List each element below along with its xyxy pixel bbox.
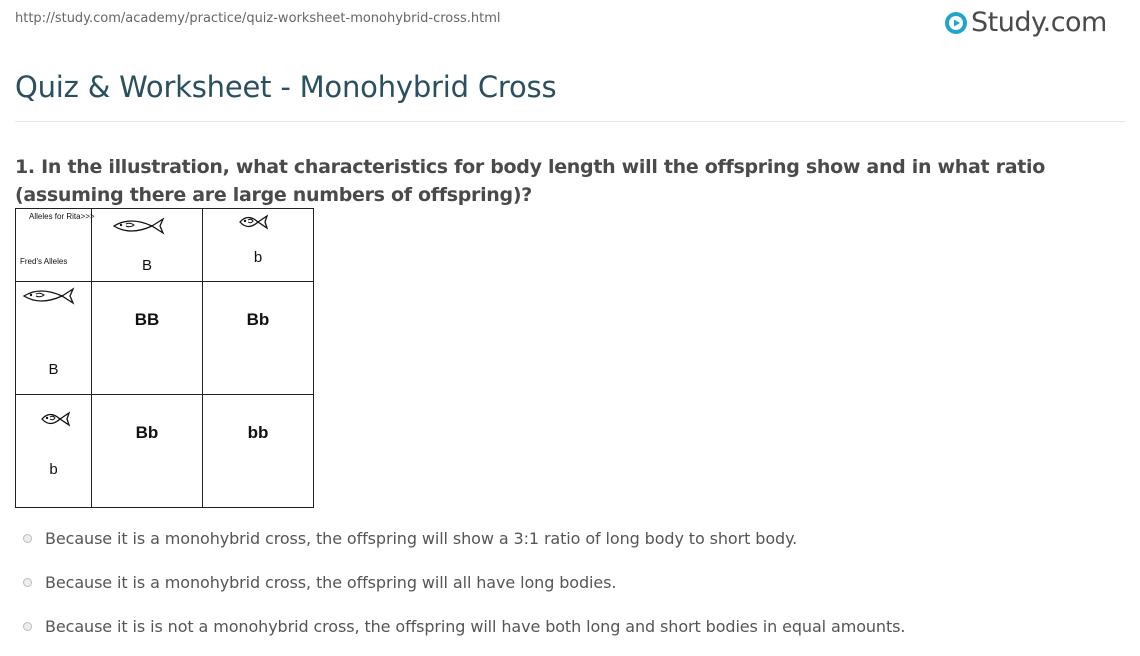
column-header-1 — [92, 209, 203, 282]
punnett-cell — [203, 395, 314, 508]
answer-option-2[interactable] — [15, 568, 905, 596]
answer-option-label: Because it is a monohybrid cross, the offspring will all have long bodies. — [45, 572, 617, 592]
answer-options — [15, 524, 905, 656]
radio-button[interactable] — [23, 534, 32, 543]
genotype-label: bb — [247, 423, 269, 442]
short-fish-icon — [40, 409, 72, 429]
genotype-label: Bb — [246, 310, 270, 329]
row-header-1 — [16, 282, 92, 395]
punnett-row-2 — [16, 395, 314, 508]
long-fish-icon — [22, 285, 76, 307]
long-fish-icon — [112, 215, 166, 237]
fred-alleles-label: Fred's Alleles — [20, 257, 68, 266]
punnett-cell — [203, 282, 314, 395]
punnett-cell — [92, 282, 203, 395]
answer-option-3[interactable] — [15, 612, 905, 640]
column-allele-1: B — [141, 257, 152, 274]
punnett-header-row — [16, 209, 314, 282]
column-header-2 — [203, 209, 314, 282]
genotype-label: Bb — [135, 423, 159, 442]
brand-name: Study.com — [971, 7, 1107, 38]
row-allele-1: B — [48, 361, 59, 378]
answer-option-label: Because it is is not a monohybrid cross, the offspring will have both long and short bodies in equal amounts. — [45, 616, 906, 636]
row-allele-2: b — [49, 461, 58, 478]
punnett-square — [15, 208, 314, 508]
rita-alleles-label: Alleles for Rita>>> — [29, 212, 95, 221]
punnett-cell — [92, 395, 203, 508]
punnett-corner — [16, 209, 95, 282]
play-circle-icon — [944, 11, 968, 35]
study-logo[interactable] — [944, 7, 1107, 38]
punnett-row-1 — [16, 282, 314, 395]
column-allele-2: b — [253, 249, 263, 266]
answer-option-label: Because it is a monohybrid cross, the offspring will show a 3:1 ratio of long body to short body. — [45, 528, 798, 548]
question-text: 1. In the illustration, what characteristics for body length will the offspring show and in what ratio (assuming there are large numbers of offspring)? — [15, 156, 1045, 206]
title-divider — [15, 121, 1125, 122]
row-header-2 — [16, 395, 92, 508]
short-fish-icon — [238, 212, 270, 232]
page-title: Quiz & Worksheet - Monohybrid Cross — [15, 70, 557, 104]
radio-button[interactable] — [23, 622, 32, 631]
radio-button[interactable] — [23, 578, 32, 587]
answer-option-1[interactable] — [15, 524, 905, 552]
page-url: http://study.com/academy/practice/quiz-worksheet-monohybrid-cross.html — [15, 11, 501, 26]
genotype-label: BB — [134, 310, 160, 329]
